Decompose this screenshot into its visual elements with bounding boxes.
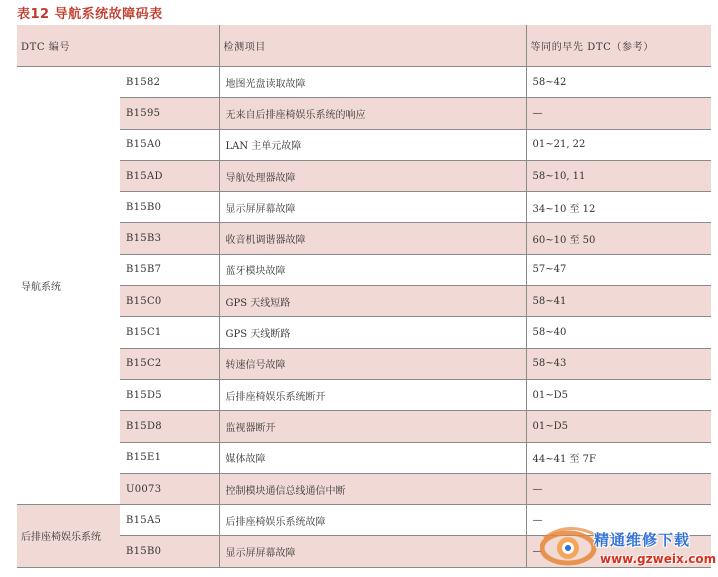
dtc-code: B15D8: [120, 411, 219, 442]
old-dtc: 57~47: [526, 254, 711, 285]
detection-item: 媒体故障: [219, 442, 526, 473]
detection-item: 转速信号故障: [219, 348, 526, 379]
old-dtc: 01~D5: [526, 411, 711, 442]
detection-item: 后排座椅娱乐系统断开: [219, 379, 526, 410]
detection-item: 蓝牙模块故障: [219, 254, 526, 285]
old-dtc: 60~10 至 50: [526, 223, 711, 254]
dtc-code: B15D5: [120, 379, 219, 410]
table-row: [17, 442, 711, 473]
old-dtc: —: [526, 505, 711, 536]
old-dtc: 58~41: [526, 286, 711, 317]
detection-item: GPS 天线断路: [219, 317, 526, 348]
old-dtc: 58~40: [526, 317, 711, 348]
dtc-table: [17, 25, 711, 568]
header-item: 检测项目: [219, 25, 526, 67]
dtc-code: B15B7: [120, 254, 219, 285]
dtc-code: B15C2: [120, 348, 219, 379]
table-row: [17, 473, 711, 504]
table-row: [17, 317, 711, 348]
detection-item: 控制模块通信总线通信中断: [219, 473, 526, 504]
dtc-code: B1595: [120, 98, 219, 129]
dtc-code: B15A0: [120, 129, 219, 160]
old-dtc: 58~10, 11: [526, 160, 711, 191]
old-dtc: 44~41 至 7F: [526, 442, 711, 473]
table-header-row: [17, 25, 711, 67]
detection-item: LAN 主单元故障: [219, 129, 526, 160]
dtc-code: B15B0: [120, 536, 219, 567]
detection-item: 地图光盘读取故障: [219, 67, 526, 98]
detection-item: 导航处理器故障: [219, 160, 526, 191]
old-dtc: 01~21, 22: [526, 129, 711, 160]
header-dtc: DTC 编号: [17, 25, 219, 67]
dtc-code: B15B3: [120, 223, 219, 254]
detection-item: 无来自后排座椅娱乐系统的响应: [219, 98, 526, 129]
table-row: [17, 67, 711, 98]
old-dtc: —: [526, 98, 711, 129]
dtc-code: B15C0: [120, 286, 219, 317]
old-dtc: —: [526, 473, 711, 504]
old-dtc: 34~10 至 12: [526, 192, 711, 223]
dtc-code: U0073: [120, 473, 219, 504]
header-equivalent: 等同的早先 DTC（参考）: [526, 25, 711, 67]
dtc-code: B15E1: [120, 442, 219, 473]
detection-item: 显示屏屏幕故障: [219, 536, 526, 567]
old-dtc: 58~43: [526, 348, 711, 379]
watermark-url: www.gzweix.com: [600, 552, 717, 566]
table-row: [17, 254, 711, 285]
dtc-code: B15A5: [120, 505, 219, 536]
detection-item: 显示屏屏幕故障: [219, 192, 526, 223]
dtc-code: B15C1: [120, 317, 219, 348]
table-row: [17, 379, 711, 410]
table-row: [17, 160, 711, 191]
detection-item: 收音机调谐器故障: [219, 223, 526, 254]
dtc-code: B1582: [120, 67, 219, 98]
old-dtc: 58~42: [526, 67, 711, 98]
table-row: [17, 223, 711, 254]
table-row: [17, 192, 711, 223]
old-dtc: —: [526, 536, 711, 567]
dtc-code: B15B0: [120, 192, 219, 223]
detection-item: GPS 天线短路: [219, 286, 526, 317]
old-dtc: 01~D5: [526, 379, 711, 410]
detection-item: 监视器断开: [219, 411, 526, 442]
detection-item: 后排座椅娱乐系统故障: [219, 505, 526, 536]
table-caption: 表12 导航系统故障码表: [17, 7, 163, 22]
table-row: [17, 411, 711, 442]
table-row: [17, 348, 711, 379]
table-row: [17, 98, 711, 129]
table-row: [17, 286, 711, 317]
table-row: [17, 129, 711, 160]
system-rear-entertainment: 后排座椅娱乐系统: [17, 505, 120, 568]
dtc-code: B15AD: [120, 160, 219, 191]
watermark-site-name: 精通维修下载: [594, 531, 691, 549]
system-navigation: 导航系统: [17, 67, 120, 505]
